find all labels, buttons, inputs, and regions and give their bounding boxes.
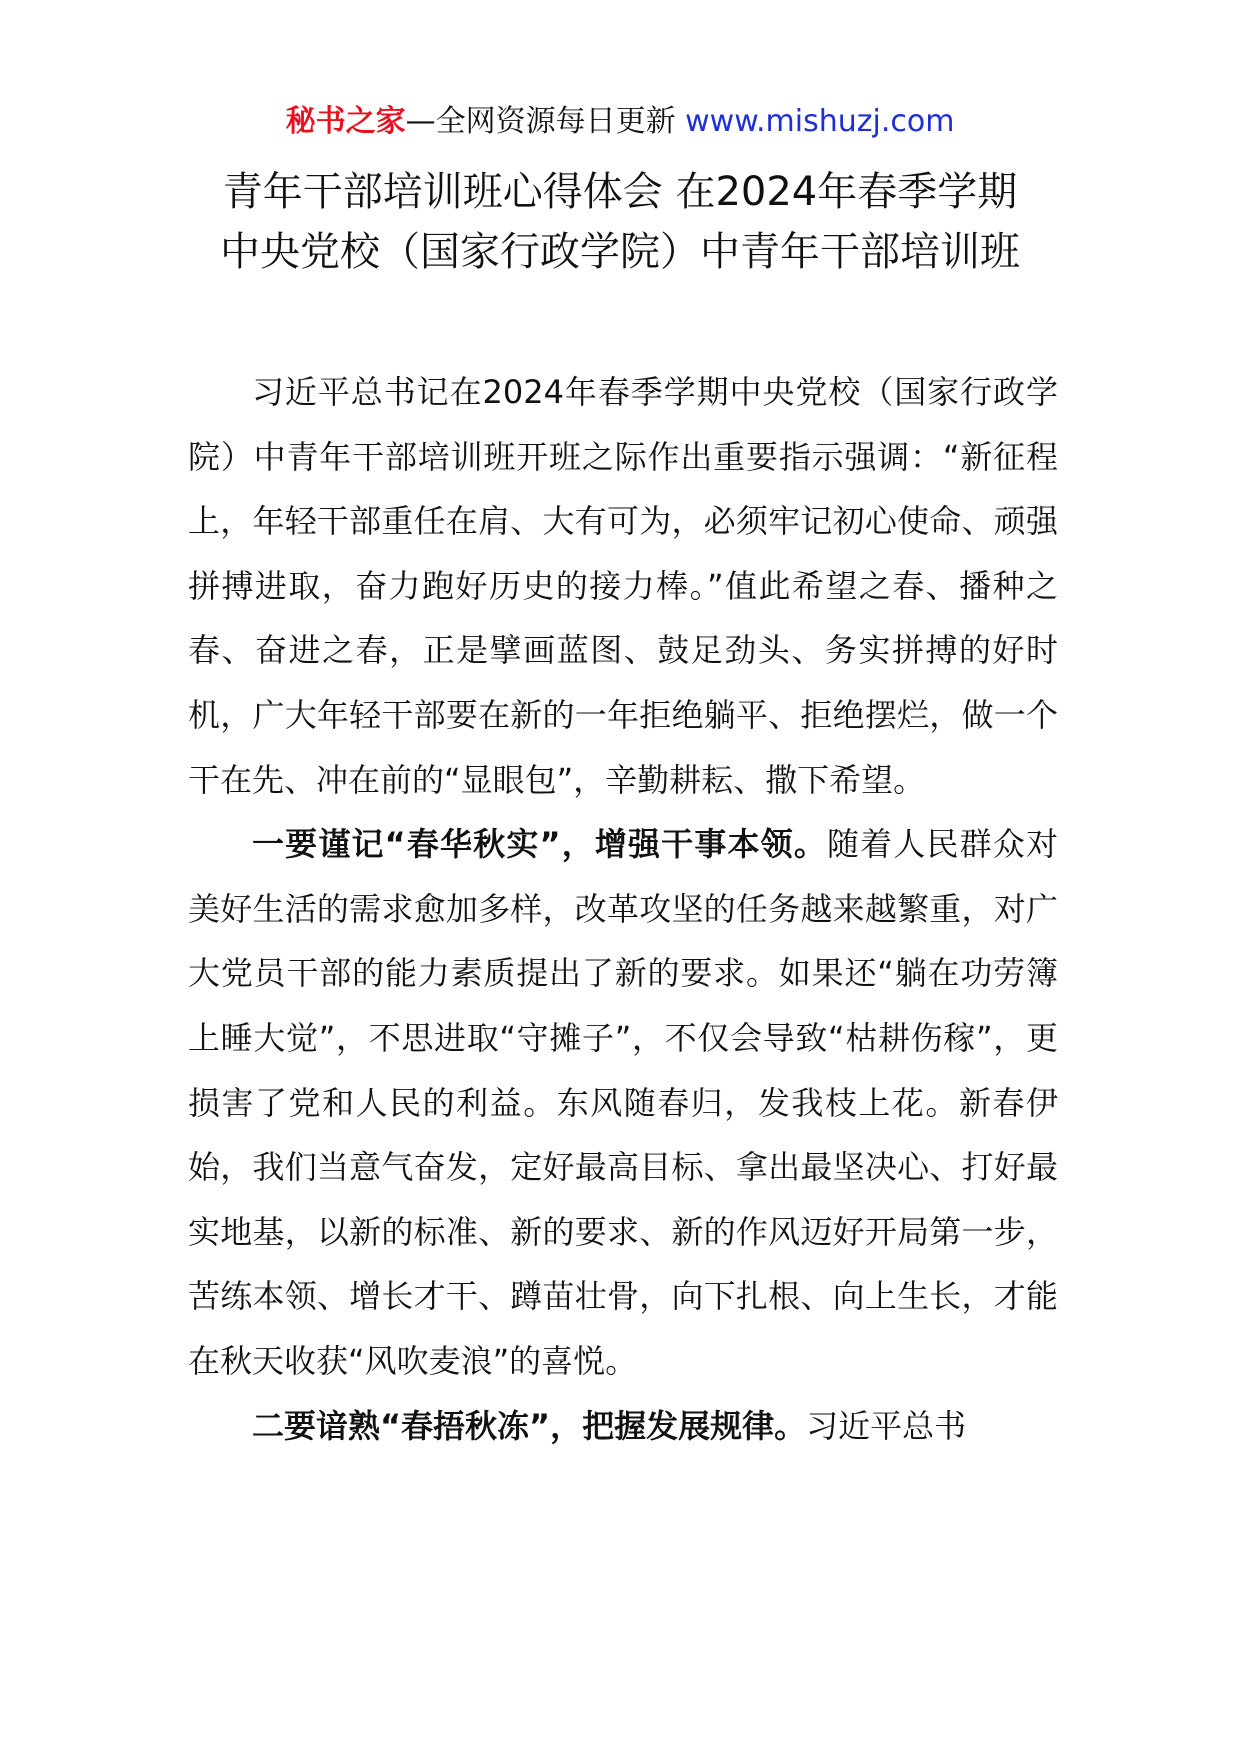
- paragraph-intro: [188, 360, 1058, 812]
- header-tagline: —全网资源每日更新: [405, 104, 686, 139]
- paragraph-text: 习近平总书: [806, 1406, 967, 1445]
- paragraph-lead: 二要谙熟“春捂秋冻”，把握发展规律。: [252, 1406, 807, 1445]
- paragraph-text: 随着人民群众对美好生活的需求愈加多样，改革攻坚的任务越来越繁重，对广大党员干部的能力素质提出了新的要求。如果还“躺在功劳簿上睡大觉”，不思进取“守摊子”，不仅会导致“枯耕伤稼”，更损害了党和人民的利益。东风随春归，发我枝上花。新春伊始，我们当意气奋发，定好最高目标、拿出最坚决心、打好最实地基，以新的标准、新的要求、新的作风迈好开局第一步，苦练本领、增长才干、蹲苗壮骨，向下扎根、向上生长，才能在秋天收获“风吹麦浪”的喜悦。: [188, 825, 1058, 1380]
- paragraph-lead: 一要谨记“春华秋实”，增强干事本领。: [252, 825, 827, 864]
- brand-name: 秘书之家: [285, 104, 406, 139]
- paragraph-point-1: [188, 812, 1058, 1393]
- site-url-link[interactable]: www.mishuzj.com: [685, 104, 955, 139]
- document-body: [188, 360, 1058, 1458]
- document-title: [140, 162, 1100, 282]
- paragraph-text: 习近平总书记在2024年春季学期中央党校（国家行政学院）中青年干部培训班开班之际作出重要指示强调：“新征程上，年轻干部重任在肩、大有可为，必须牢记初心使命、顽强拼搏进取，奋力跑好历史的接力棒。”值此希望之春、播种之春、奋进之春，正是擘画蓝图、鼓足劲头、务实拼搏的好时机，广大年轻干部要在新的一年拒绝躺平、拒绝摆烂，做一个干在先、冲在前的“显眼包”，辛勤耕耘、撒下希望。: [188, 373, 1058, 799]
- paragraph-point-2: [188, 1394, 1058, 1459]
- title-line-1: 青年干部培训班心得体会 在2024年春季学期: [222, 169, 1018, 215]
- title-line-2: 中央党校（国家行政学院）中青年干部培训班: [220, 229, 1020, 275]
- site-header: [0, 102, 1240, 142]
